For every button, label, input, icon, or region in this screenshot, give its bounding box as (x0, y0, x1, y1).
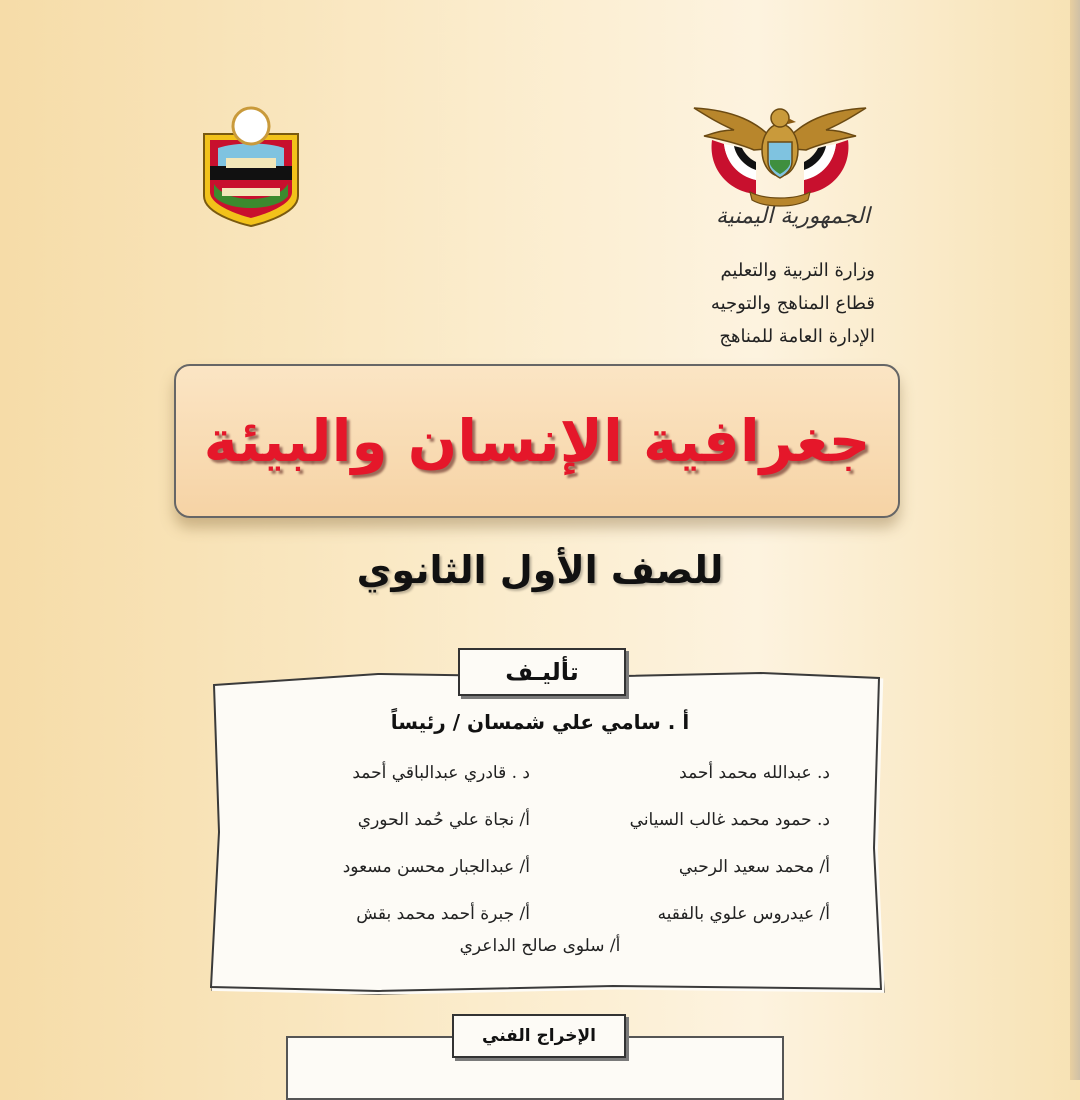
book-title: جغرافية الإنسان والبيئة (203, 407, 871, 475)
authors-label: تأليـف (458, 648, 626, 696)
page-edge (1070, 0, 1080, 1080)
department-line: الإدارة العامة للمناهج (719, 326, 875, 347)
ministry-seal-icon (196, 104, 306, 228)
lead-author: أ . سامي علي شمسان / رئيساً (390, 710, 690, 734)
national-emblem-icon (690, 100, 870, 220)
author-name: د. حمود محمد غالب السياني (629, 810, 830, 830)
production-label: الإخراج الفني (452, 1014, 626, 1058)
republic-name: الجمهورية اليمنية (715, 204, 870, 229)
author-name: أ/ جبرة أحمد محمد بقش (356, 904, 530, 924)
author-name: أ/ نجاة علي حُمد الحوري (357, 810, 530, 830)
author-name: د . قادري عبدالباقي أحمد (352, 763, 530, 783)
title-box (174, 364, 900, 518)
ministry-line: وزارة التربية والتعليم (720, 260, 875, 281)
authors-left-column (230, 750, 530, 938)
authors-right-column (540, 750, 830, 938)
author-name: أ/ سلوى صالح الداعري (459, 936, 621, 956)
author-name: د. عبدالله محمد أحمد (679, 763, 830, 783)
author-name: أ/ محمد سعيد الرحبي (678, 857, 830, 877)
author-name: أ/ عبدالجبار محسن مسعود (342, 857, 530, 877)
author-name: أ/ عيدروس علوي بالفقيه (657, 904, 830, 924)
grade-subtitle: للصف الأول الثانوي (356, 548, 724, 592)
ministry-info (600, 254, 875, 353)
sector-line: قطاع المناهج والتوجيه (710, 293, 875, 314)
